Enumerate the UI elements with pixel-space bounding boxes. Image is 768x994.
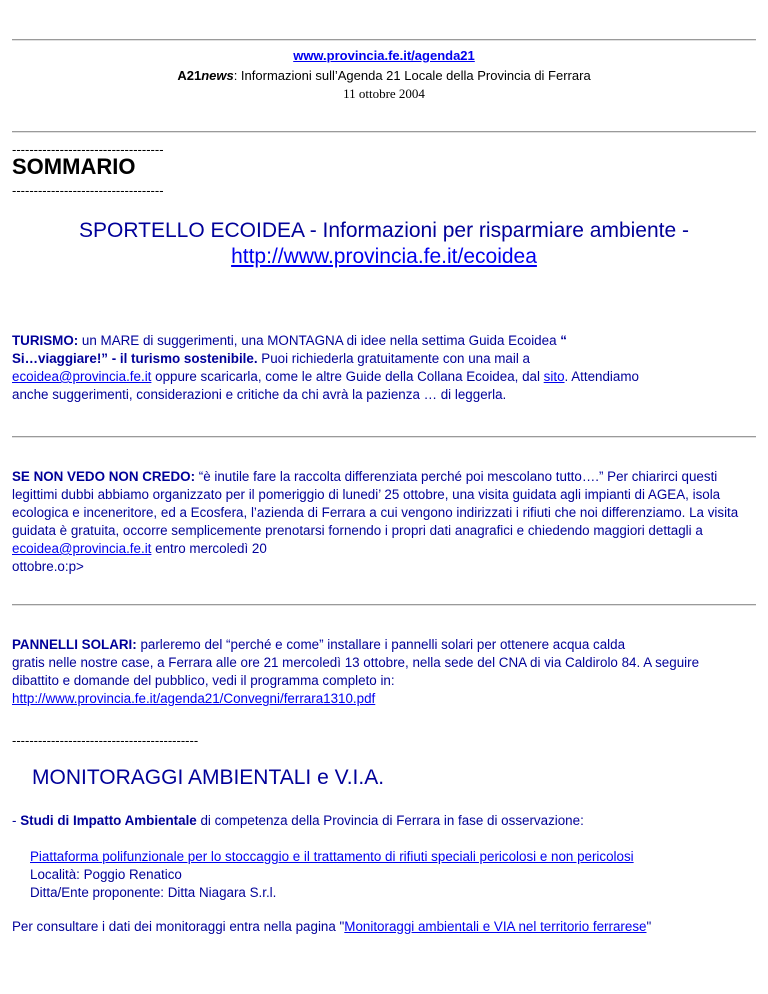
ecoidea-title: SPORTELLO ECOIDEA - Informazioni per risparmiare ambiente -	[79, 219, 689, 242]
monitoraggi-title: MONITORAGGI AMBIENTALI e V.I.A.	[32, 766, 385, 789]
turismo-guide-title: Si…viaggiare!” - il turismo sostenibile.	[12, 351, 258, 366]
monitoraggi-dashes: -------------------------------------------	[12, 733, 199, 748]
top-divider	[12, 39, 756, 41]
monitoraggi-consulta	[12, 918, 758, 936]
turismo-text3: oppure scaricarla, come le altre Guide della Collana Ecoidea, dal	[151, 369, 544, 384]
turismo-divider	[12, 436, 756, 438]
brand-prefix: A21	[177, 68, 202, 83]
turismo-sito-link[interactable]: sito	[543, 369, 565, 384]
turismo-text4: . Attendiamo	[564, 369, 639, 384]
pannelli-program-link[interactable]: http://www.provincia.fe.it/agenda21/Convegni/ferrara1310.pdf	[12, 691, 376, 706]
header-site-line	[0, 48, 768, 63]
senonvedo-divider	[12, 604, 756, 606]
monitoraggi-intro-text: di competenza della Provincia di Ferrara in fase di osservazione:	[196, 813, 584, 828]
senonvedo-paragraph	[12, 468, 748, 576]
monitoraggi-page-link[interactable]: Monitoraggi ambientali e VIA nel territorio ferrarese	[344, 919, 647, 934]
senonvedo-text2: entro mercoledì 20	[151, 541, 267, 556]
site-link[interactable]: www.provincia.fe.it/agenda21	[293, 48, 475, 63]
monitoraggi-intro-dash: -	[12, 813, 21, 828]
header-subtitle: : Informazioni sull’Agenda 21 Locale della Provincia di Ferrara	[233, 68, 591, 83]
turismo-paragraph	[12, 332, 748, 404]
consulta-end: "	[646, 919, 652, 934]
turismo-text1: un MARE di suggerimenti, una MONTAGNA di idee nella settima Guida Ecoidea	[78, 333, 561, 348]
consulta-text: Per consultare i dati dei monitoraggi entra nella pagina "	[12, 919, 345, 934]
sommario-dashes-top: -----------------------------------	[12, 142, 164, 157]
pannelli-text1: parleremo del “perché e come” installare i pannelli solari per ottenere acqua calda	[136, 637, 626, 652]
header-subtitle-line	[0, 68, 768, 83]
sia-item	[30, 848, 748, 902]
senonvedo-text3: ottobre.o:p>	[12, 559, 84, 574]
pannelli-label: PANNELLI SOLARI:	[12, 637, 137, 652]
turismo-text5: anche suggerimenti, considerazioni e critiche da chi avrà la pazienza … di leggerla.	[12, 387, 507, 402]
turismo-email-link[interactable]: ecoidea@provincia.fe.it	[12, 369, 152, 384]
ecoidea-link[interactable]: http://www.provincia.fe.it/ecoidea	[231, 245, 537, 268]
monitoraggi-intro-bold: Studi di Impatto Ambientale	[20, 813, 197, 828]
senonvedo-email-link[interactable]: ecoidea@provincia.fe.it	[12, 541, 152, 556]
sommario-dashes-bottom: -----------------------------------	[12, 183, 164, 198]
sommario-title: SOMMARIO	[12, 154, 136, 179]
header-date: 11 ottobre 2004	[343, 86, 425, 101]
senonvedo-text1: “è inutile fare la raccolta differenziata perché poi mescolano tutto….” Per chiarirci questi legittimi dubbi abbiamo organizzato per il pomeriggio di lunedi’ 25 ottobre, una visita guidata agli impianti di AGEA, isola ecologica e inceneritore, ed a Ecosfera, l’azienda di Ferrara a cui vengono indirizzati i rifiuti che noi differenziamo. La visita guidata è gratuita, occorre semplicemente prenotarsi fornendo i propri dati anagrafici e chiedendo maggiori dettagli a	[12, 469, 739, 538]
header-divider	[12, 131, 756, 133]
sia-item-link[interactable]: Piattaforma polifunzionale per lo stoccaggio e il trattamento di rifiuti speciali pericolosi e non pericolosi	[30, 849, 634, 864]
ecoidea-link-line	[0, 244, 768, 270]
monitoraggi-intro	[12, 812, 748, 830]
brand-italic: news	[201, 68, 234, 83]
sia-item-localita: Località: Poggio Renatico	[30, 867, 182, 882]
pannelli-paragraph	[12, 636, 748, 708]
turismo-quote: “	[560, 333, 567, 348]
turismo-text2: Puoi richiederla gratuitamente con una mail a	[257, 351, 530, 366]
pannelli-text2: gratis nelle nostre case, a Ferrara alle ore 21 mercoledì 13 ottobre, nella sede del CNA di via Caldirolo 84. A seguire dibattito e domande del pubblico, vedi il programma completo in:	[12, 655, 700, 688]
turismo-label: TURISMO:	[12, 333, 79, 348]
sia-item-ditta: Ditta/Ente proponente: Ditta Niagara S.r.l.	[30, 885, 277, 900]
senonvedo-label: SE NON VEDO NON CREDO:	[12, 469, 196, 484]
